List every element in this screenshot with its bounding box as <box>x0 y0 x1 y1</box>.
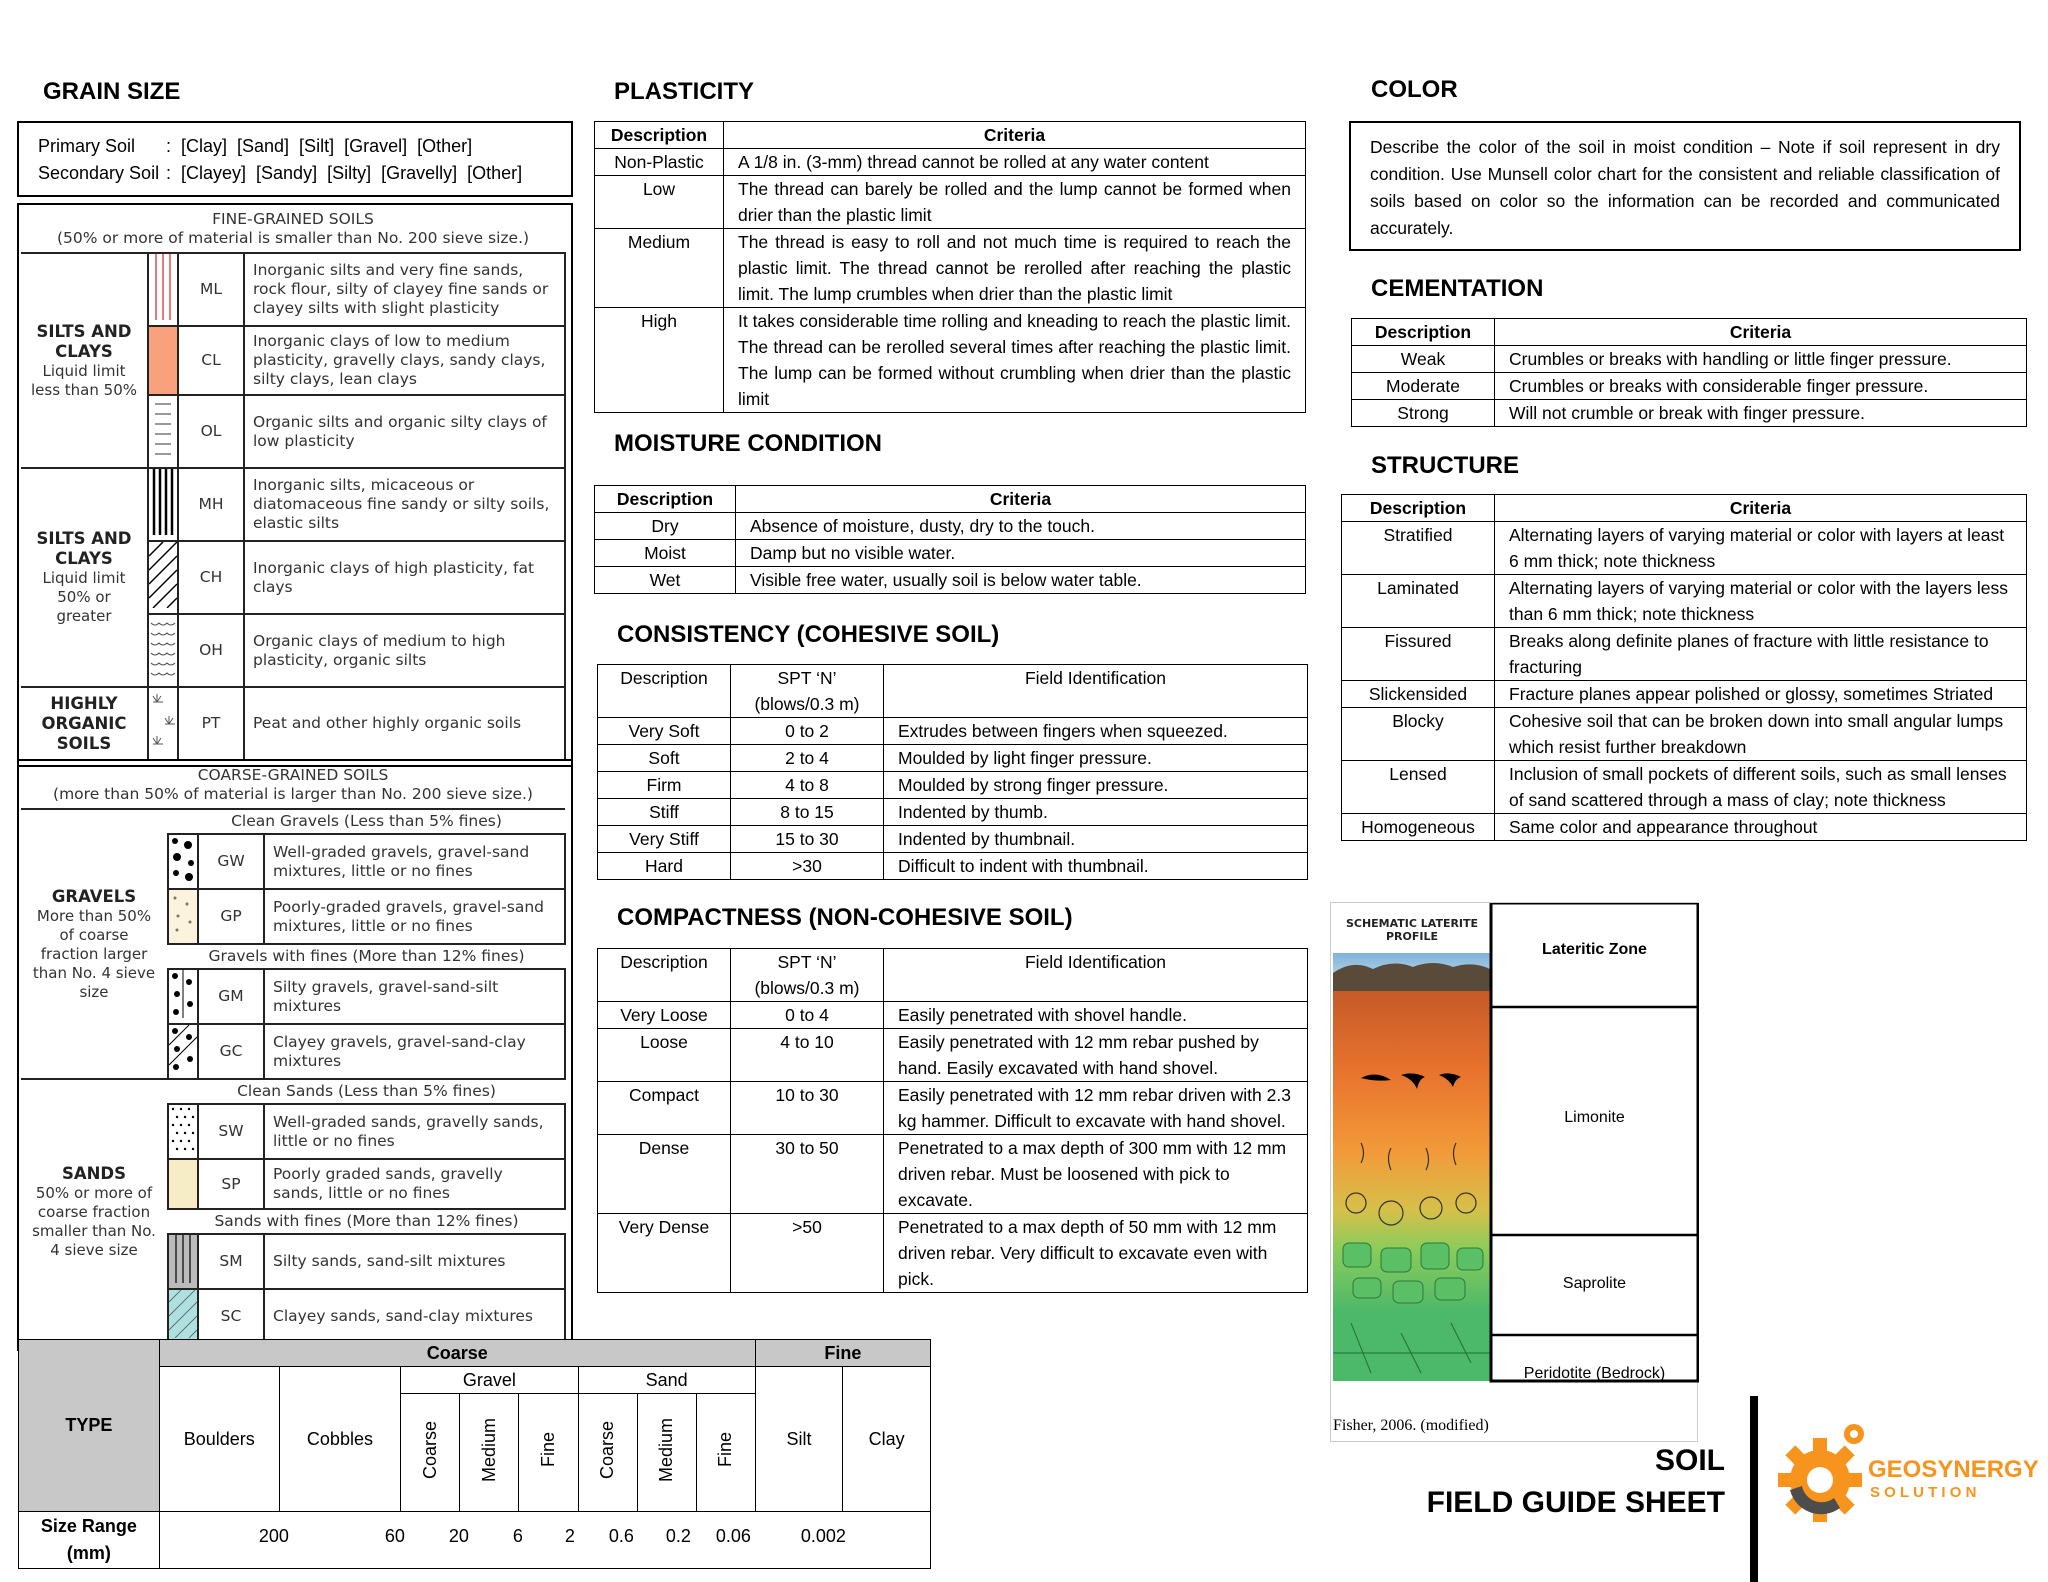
ml-desc: Inorganic silts and very fine sands, rock flour, silty of clayey fine sands or clayey silts with slight plasticity <box>244 253 565 326</box>
clean-sands-label: Clean Sands (Less than 5% fines) <box>168 1079 565 1104</box>
sheet-title <box>1100 1440 1725 1524</box>
gm-code: GM <box>198 969 264 1024</box>
sand-fine-col: Fine <box>696 1394 755 1512</box>
structure-desc-header: Description <box>1342 495 1495 522</box>
color-title: COLOR <box>1371 76 1458 103</box>
table-row: Non-Plastic A 1/8 in. (3-mm) thread cannot be rolled at any water content <box>595 149 1306 176</box>
grain-size-title: GRAIN SIZE <box>43 78 181 105</box>
table-row: Firm 4 to 8 Moulded by strong finger pressure. <box>598 772 1308 799</box>
fine-header: Fine <box>755 1340 930 1367</box>
brand-subtitle: S O L U T I O N <box>1870 1484 1977 1501</box>
cementation-desc-header: Description <box>1352 319 1495 346</box>
ol-symbol <box>148 395 178 468</box>
moisture-criteria-header: Criteria <box>736 486 1306 513</box>
primary-soil-label: Primary Soil <box>38 136 136 156</box>
sp-symbol <box>168 1159 198 1209</box>
consistency-title: CONSISTENCY (COHESIVE SOIL) <box>617 621 1000 648</box>
compactness-table <box>597 948 1308 1293</box>
plasticity-table <box>594 121 1306 413</box>
ml-code: ML <box>178 253 244 326</box>
table-row: Fissured Breaks along definite planes of fracture with little resistance to fracturing <box>1342 628 2027 681</box>
compactness-spt-header: SPT ‘N’ (blows/0.3 m) <box>731 949 884 1002</box>
compactness-desc-header: Description <box>598 949 731 1002</box>
gw-code: GW <box>198 834 264 889</box>
sp-code: SP <box>198 1159 264 1209</box>
fine-title: FINE-GRAINED SOILS <box>212 210 374 228</box>
laterite-figure <box>1330 902 1698 1442</box>
size-range-ticks <box>159 1512 930 1569</box>
table-row: Homogeneous Same color and appearance throughout <box>1342 814 2027 841</box>
coarse-title: COARSE-GRAINED SOILS <box>197 766 389 784</box>
ol-code: OL <box>178 395 244 468</box>
compactness-title: COMPACTNESS (NON-COHESIVE SOIL) <box>617 904 1073 931</box>
sand-medium-col: Medium <box>637 1394 696 1512</box>
gravel-header: Gravel <box>401 1367 578 1394</box>
laterite-credit: Fisher, 2006. (modified) <box>1333 1417 1489 1434</box>
tick-0.6: 0.6 <box>608 1526 634 1546</box>
coarse-header: Coarse <box>159 1340 755 1367</box>
tick-6: 6 <box>512 1526 523 1546</box>
size-range-table <box>18 1339 931 1569</box>
consistency-table <box>597 664 1308 880</box>
gm-symbol <box>168 969 198 1024</box>
table-row: Moderate Crumbles or breaks with considerable finger pressure. <box>1352 373 2027 400</box>
fine-group-3: HIGHLY ORGANIC SOILS <box>21 687 148 760</box>
consistency-field-header: Field Identification <box>884 665 1308 718</box>
silt-col: Silt <box>755 1367 842 1512</box>
ch-symbol <box>148 541 178 614</box>
pt-symbol <box>148 687 178 760</box>
mh-symbol <box>148 468 178 541</box>
table-row: Strong Will not crumble or break with finger pressure. <box>1352 400 2027 427</box>
oh-symbol <box>148 614 178 687</box>
clay-col: Clay <box>843 1367 931 1512</box>
laterite-caption: SCHEMATIC LATERITE PROFILE <box>1345 917 1479 943</box>
plasticity-desc-header: Description <box>595 122 724 149</box>
cl-code: CL <box>178 326 244 395</box>
sc-desc: Clayey sands, sand-clay mixtures <box>264 1289 565 1344</box>
plasticity-title: PLASTICITY <box>614 78 755 105</box>
cementation-table <box>1351 318 2027 427</box>
compactness-field-header: Field Identification <box>884 949 1308 1002</box>
table-row: Very Stiff 15 to 30 Indented by thumbnail. <box>598 826 1308 853</box>
primary-soil-values: : [Clay] [Sand] [Silt] [Gravel] [Other] <box>166 136 473 156</box>
gravel-medium-col: Medium <box>460 1394 519 1512</box>
pt-desc: Peat and other highly organic soils <box>244 687 565 760</box>
cementation-title: CEMENTATION <box>1371 275 1544 302</box>
brand-logo <box>1772 1408 2042 1538</box>
gc-symbol <box>168 1024 198 1079</box>
boulders-col: Boulders <box>159 1367 279 1512</box>
moisture-title: MOISTURE CONDITION <box>614 430 882 457</box>
table-row: Very Soft 0 to 2 Extrudes between fingers when squeezed. <box>598 718 1308 745</box>
coarse-group-gravels: GRAVELS More than 50% of coarse fraction larger than No. 4 sieve size <box>21 809 168 1079</box>
sand-coarse-col: Coarse <box>578 1394 637 1512</box>
cementation-criteria-header: Criteria <box>1495 319 2027 346</box>
sc-code: SC <box>198 1289 264 1344</box>
gp-desc: Poorly-graded gravels, gravel-sand mixtures, little or no fines <box>264 889 565 944</box>
sp-desc: Poorly graded sands, gravelly sands, little or no fines <box>264 1159 565 1209</box>
tick-2: 2 <box>564 1526 575 1546</box>
sm-symbol <box>168 1234 198 1289</box>
table-row: Loose 4 to 10 Easily penetrated with 12 mm rebar pushed by hand. Easily excavated with hand shovel. <box>598 1029 1308 1082</box>
sw-symbol <box>168 1104 198 1159</box>
ml-symbol <box>148 253 178 326</box>
secondary-soil-label: Secondary Soil <box>38 163 160 183</box>
coarse-subtitle: (more than 50% of material is larger than No. 200 sieve size.) <box>21 785 565 809</box>
fine-grained-chart <box>17 203 573 767</box>
structure-title: STRUCTURE <box>1371 452 1519 479</box>
sw-desc: Well-graded sands, gravelly sands, little or no fines <box>264 1104 565 1159</box>
zone-saprolite: Saprolite <box>1562 1275 1627 1292</box>
sw-code: SW <box>198 1104 264 1159</box>
gw-desc: Well-graded gravels, gravel-sand mixtures, little or no fines <box>264 834 565 889</box>
sm-code: SM <box>198 1234 264 1289</box>
gear-icon <box>1772 1408 1872 1538</box>
sheet-title-line2: FIELD GUIDE SHEET <box>1426 1486 1725 1519</box>
sc-symbol <box>168 1289 198 1344</box>
gp-code: GP <box>198 889 264 944</box>
tick-0.2: 0.2 <box>665 1526 691 1546</box>
table-row: Blocky Cohesive soil that can be broken down into small angular lumps which resist further breakdown <box>1342 708 2027 761</box>
tick-0.06: 0.06 <box>715 1526 751 1546</box>
color-box: Describe the color of the soil in moist condition – Note if soil represent in dry condition. Use Munsell color chart for the consistent and reliable classification of soils based on color so the information can be recorded and communicated accurately. <box>1349 121 2021 251</box>
table-row: Very Dense >50 Penetrated to a max depth of 50 mm with 12 mm driven rebar. Very difficult to excavate even with pick. <box>598 1214 1308 1293</box>
table-row: Compact 10 to 30 Easily penetrated with 12 mm rebar driven with 2.3 kg hammer. Difficult to excavate with hand shovel. <box>598 1082 1308 1135</box>
type-header: TYPE <box>19 1340 160 1512</box>
table-row: Slickensided Fracture planes appear polished or glossy, sometimes Striated <box>1342 681 2027 708</box>
oh-desc: Organic clays of medium to high plasticity, organic silts <box>244 614 565 687</box>
mh-desc: Inorganic silts, micaceous or diatomaceous fine sandy or silty soils, elastic silts <box>244 468 565 541</box>
clean-gravels-label: Clean Gravels (Less than 5% fines) <box>168 809 565 834</box>
table-row: Soft 2 to 4 Moulded by light finger pressure. <box>598 745 1308 772</box>
cl-desc: Inorganic clays of low to medium plasticity, gravelly clays, sandy clays, silty clays, lean clays <box>244 326 565 395</box>
laterite-profile-drawing <box>1331 903 1699 1413</box>
table-row: Stratified Alternating layers of varying material or color with layers at least 6 mm thick; note thickness <box>1342 522 2027 575</box>
mh-code: MH <box>178 468 244 541</box>
zone-peridotite: Peridotite (Bedrock) <box>1523 1365 1666 1382</box>
table-row: Medium The thread is easy to roll and not much time is required to reach the plastic limit. The thread cannot be rerolled after reaching the plastic limit. The lump crumbles when drier than the plastic limit <box>595 229 1306 308</box>
consistency-spt-header: SPT ‘N’ (blows/0.3 m) <box>731 665 884 718</box>
gw-symbol <box>168 834 198 889</box>
sand-header: Sand <box>578 1367 755 1394</box>
fine-group-2: SILTS AND CLAYS Liquid limit 50% or greater <box>21 468 148 687</box>
plasticity-criteria-header: Criteria <box>724 122 1306 149</box>
moisture-table <box>594 485 1306 594</box>
table-row: Dry Absence of moisture, dusty, dry to the touch. <box>595 513 1306 540</box>
gc-code: GC <box>198 1024 264 1079</box>
table-row: High It takes considerable time rolling and kneading to reach the plastic limit. The thread can be rerolled several times after reaching the plastic limit. The lump can be formed without crumbling when drier than the plastic limit <box>595 308 1306 413</box>
ol-desc: Organic silts and organic silty clays of low plasticity <box>244 395 565 468</box>
size-range-label: Size Range (mm) <box>19 1512 160 1569</box>
grain-size-box <box>17 121 573 197</box>
tick-200: 200 <box>258 1526 289 1546</box>
oh-code: OH <box>178 614 244 687</box>
table-row: Wet Visible free water, usually soil is below water table. <box>595 567 1306 594</box>
tick-60: 60 <box>384 1526 405 1546</box>
table-row: Very Loose 0 to 4 Easily penetrated with shovel handle. <box>598 1002 1308 1029</box>
brand-name: GEOSYNERGY <box>1868 1456 2039 1483</box>
footer-divider <box>1750 1396 1758 1582</box>
moisture-desc-header: Description <box>595 486 736 513</box>
gravel-fine-col: Fine <box>519 1394 578 1512</box>
fine-group-1: SILTS AND CLAYS Liquid limit less than 50% <box>21 253 148 468</box>
table-row: Low The thread can barely be rolled and the lump cannot be formed when drier than the plastic limit <box>595 176 1306 229</box>
cl-symbol <box>148 326 178 395</box>
secondary-soil-values: : [Clayey] [Sandy] [Silty] [Gravelly] [Other] <box>166 163 523 183</box>
table-row: Dense 30 to 50 Penetrated to a max depth of 300 mm with 12 mm driven rebar. Must be loosened with pick to excavate. <box>598 1135 1308 1214</box>
gc-desc: Clayey gravels, gravel-sand-clay mixtures <box>264 1024 565 1079</box>
consistency-desc-header: Description <box>598 665 731 718</box>
zone-limonite: Limonite <box>1564 1109 1625 1126</box>
structure-table <box>1341 494 2027 841</box>
gm-desc: Silty gravels, gravel-sand-silt mixtures <box>264 969 565 1024</box>
gravel-coarse-col: Coarse <box>401 1394 460 1512</box>
cobbles-col: Cobbles <box>279 1367 401 1512</box>
table-row: Laminated Alternating layers of varying material or color with the layers less than 6 mm thick; note thickness <box>1342 575 2027 628</box>
sm-desc: Silty sands, sand-silt mixtures <box>264 1234 565 1289</box>
sands-fines-label: Sands with fines (More than 12% fines) <box>168 1209 565 1234</box>
table-row: Stiff 8 to 15 Indented by thumb. <box>598 799 1308 826</box>
table-row: Weak Crumbles or breaks with handling or little finger pressure. <box>1352 346 2027 373</box>
tick-20: 20 <box>448 1526 469 1546</box>
table-row: Lensed Inclusion of small pockets of different soils, such as small lenses of sand scattered through a mass of clay; note thickness <box>1342 761 2027 814</box>
tick-0.002: 0.002 <box>800 1526 846 1546</box>
zone-lateritic: Lateritic Zone <box>1542 941 1647 958</box>
fine-subtitle: (50% or more of material is smaller than No. 200 sieve size.) <box>21 229 565 253</box>
ch-desc: Inorganic clays of high plasticity, fat clays <box>244 541 565 614</box>
gp-symbol <box>168 889 198 944</box>
structure-criteria-header: Criteria <box>1495 495 2027 522</box>
gravels-fines-label: Gravels with fines (More than 12% fines) <box>168 944 565 969</box>
pt-code: PT <box>178 687 244 760</box>
table-row: Moist Damp but no visible water. <box>595 540 1306 567</box>
sheet-title-line1: SOIL <box>1654 1444 1725 1477</box>
table-row: Hard >30 Difficult to indent with thumbnail. <box>598 853 1308 880</box>
ch-code: CH <box>178 541 244 614</box>
coarse-group-sands: SANDS 50% or more of coarse fraction smaller than No. 4 sieve size <box>21 1079 168 1344</box>
coarse-grained-chart <box>17 759 573 1351</box>
